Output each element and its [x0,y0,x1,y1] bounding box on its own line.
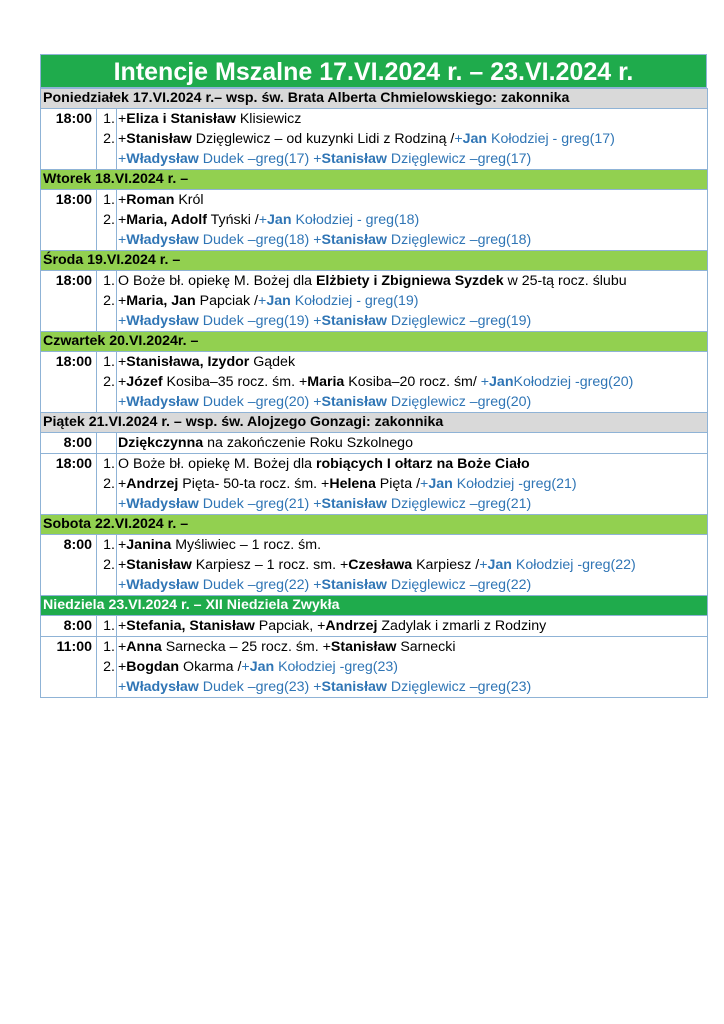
intention-line [118,677,707,697]
intention-text: Józef [126,374,163,390]
intention-text: Jan [462,131,488,147]
intention-numbers [97,433,117,454]
intention-text: Dudek –greg(22) [198,577,314,593]
intention-text: Władysław [126,679,199,695]
intention-numbers [97,535,117,596]
intention-texts [117,637,708,698]
intention-text: Kołodziej - greg(18) [291,212,420,228]
intention-text: Zadylak i zmarli z Rodziny [377,618,547,634]
intention-number [97,575,115,595]
intention-text: Papciak, + [254,618,326,634]
intention-line [118,474,707,494]
intention-line [118,555,707,575]
intention-text: + [258,293,267,309]
intention-text: Maria [307,374,345,390]
intention-numbers [97,109,117,170]
intention-number: 1. [103,618,115,634]
intention-numbers [97,454,117,515]
intention-text: Dziękczynna [118,435,204,451]
intention-line [118,535,707,555]
intention-text: Dzięglewicz – od kuzynki Lidi z Rodziną / [191,131,455,147]
intention-text: + [118,496,127,512]
intention-text: + [118,618,127,634]
intention-text: Anna [126,639,162,655]
intention-text: + [454,131,463,147]
day-header-row [41,89,708,109]
intention-texts [117,271,708,332]
mass-row [41,433,708,454]
mass-row [41,271,708,332]
intention-text: Dzięglewicz –greg(20) [386,394,532,410]
intention-text: + [118,537,127,553]
intention-number [97,149,115,169]
intention-text: Stanisław [126,131,192,147]
intention-text: O Boże bł. opiekę M. Bożej dla [118,273,316,289]
intention-text: + [118,679,127,695]
intention-line [118,291,707,311]
intention-texts [117,352,708,413]
intention-text: Gądek [249,354,296,370]
intention-line [118,494,707,514]
intention-text: Kołodziej -greg(22) [511,557,636,573]
intention-text: O Boże bł. opiekę M. Bożej dla [118,456,316,472]
intention-line [118,392,707,412]
intention-text: Dudek –greg(17) [198,151,314,167]
mass-row [41,616,708,637]
intention-text: Janina [126,537,172,553]
mass-row [41,637,708,698]
day-header-row [41,413,708,433]
intention-text: Stanisław [321,577,387,593]
day-header-row [41,170,708,190]
intention-line [118,372,707,392]
intention-text: + [118,354,127,370]
intention-text: Dudek –greg(21) [198,496,314,512]
intention-text: Pięta / [375,476,421,492]
mass-row [41,190,708,251]
intention-number: 2. [103,476,115,492]
intention-text: Karpiesz – 1 rocz. sm. + [191,557,349,573]
intention-number [97,230,115,250]
day-header: Niedziela 23.VI.2024 r. – XII Niedziela Zwykła [41,596,708,616]
intention-text: Sarnecki [396,639,456,655]
intention-text: Maria, Jan [126,293,196,309]
intention-text: + [480,374,490,390]
mass-time: 18:00 [41,352,97,413]
intention-number: 1. [103,354,115,370]
intention-text: Dudek –greg(19) [198,313,314,329]
intention-line [118,433,707,453]
mass-time: 18:00 [41,109,97,170]
intention-texts [117,454,708,515]
intention-number: 1. [103,273,115,289]
intention-line [118,311,707,331]
intention-text: + [313,577,322,593]
mass-time: 8:00 [41,616,97,637]
intention-text: Kołodziej - greg(17) [487,131,615,147]
intention-text: + [118,374,127,390]
intention-text: Sarnecka – 25 rocz. śm. + [161,639,331,655]
intention-text: Andrzej [126,476,179,492]
intention-text: Maria, Adolf [126,212,207,228]
intention-text: Stanisław [321,496,387,512]
intention-number: 2. [103,212,115,228]
intention-text: Tyński / [206,212,259,228]
intention-text: Władysław [126,577,199,593]
intention-number: 1. [103,537,115,553]
mass-time: 8:00 [41,433,97,454]
intention-number: 2. [103,374,115,390]
intention-text: Elżbiety i Zbigniewa Syzdek [315,273,504,289]
intention-line [118,190,707,210]
intention-line [118,149,707,169]
intention-text: Karpiesz / [412,557,480,573]
intention-text: Stanisława, Izydor [126,354,250,370]
intention-number: 2. [103,131,115,147]
intention-text: Eliza i Stanisław [126,111,236,127]
day-header: Czwartek 20.VI.2024r. – [41,332,708,352]
intention-text: Dzięglewicz –greg(23) [386,679,532,695]
intention-text: Dudek –greg(23) [198,679,314,695]
intention-text: Jan [428,476,453,492]
intention-text: Stefania, Stanisław [126,618,255,634]
intention-numbers [97,190,117,251]
intention-text: Stanisław [126,557,192,573]
day-header: Środa 19.VI.2024 r. – [41,251,708,271]
intention-text: Roman [126,192,175,208]
intention-line [118,109,707,129]
intention-text: + [118,151,127,167]
intention-texts [117,109,708,170]
intention-text: Król [174,192,204,208]
intention-text: Kosiba–20 rocz. śm/ [344,374,481,390]
intention-line [118,454,707,474]
intention-text: Stanisław [321,679,387,695]
intention-text: + [313,313,322,329]
intention-text: + [118,557,127,573]
intention-text: Kołodziej -greg(23) [274,659,398,675]
intention-numbers [97,637,117,698]
intention-line [118,271,707,291]
intention-text: Jan [249,659,275,675]
intention-number [97,392,115,412]
intention-text: Kosiba–35 rocz. śm. + [162,374,308,390]
intention-text: + [118,394,127,410]
intention-number [97,311,115,331]
intention-text: + [479,557,488,573]
intention-text: Dzięglewicz –greg(17) [386,151,532,167]
intention-text: + [420,476,429,492]
intention-text: + [241,659,250,675]
intention-text: Stanisław [321,394,387,410]
intention-text: Bogdan [126,659,180,675]
intention-number: 1. [103,192,115,208]
mass-time: 18:00 [41,271,97,332]
intention-line [118,616,707,636]
page-title: Intencje Mszalne 17.VI.2024 r. – 23.VI.2024 r. [40,54,707,88]
intention-text: + [118,293,127,309]
intention-text: Stanisław [321,232,387,248]
intention-text: Dudek –greg(20) [198,394,314,410]
intention-text: robiących I ołtarz na Boże Ciało [315,456,530,472]
intention-text: na zakończenie Roku Szkolnego [203,435,413,451]
intention-text: + [313,496,322,512]
intention-text: Helena [329,476,376,492]
intention-number: 1. [103,456,115,472]
intention-text: Władysław [126,496,199,512]
intention-text: + [313,679,322,695]
intention-text: + [118,639,127,655]
day-header-row [41,596,708,616]
intention-text: Jan [487,557,512,573]
intention-text: + [118,131,127,147]
intention-line [118,637,707,657]
mass-time: 8:00 [41,535,97,596]
day-header: Sobota 22.VI.2024 r. – [41,515,708,535]
intention-text: Jan [267,212,292,228]
intention-text: Dudek –greg(18) [198,232,314,248]
intention-text: Władysław [126,394,199,410]
intentions-sheet [40,54,707,698]
intention-numbers [97,271,117,332]
mass-row [41,535,708,596]
intention-texts [117,190,708,251]
intention-text: + [118,192,127,208]
intention-text: + [313,232,322,248]
intention-text: + [313,151,322,167]
intention-text: Jan [489,374,514,390]
intention-line [118,657,707,677]
intention-text: + [118,111,127,127]
intention-text: Klisiewicz [235,111,302,127]
intention-numbers [97,616,117,637]
intention-text: + [258,212,268,228]
intention-texts [117,535,708,596]
intention-texts [117,616,708,637]
day-header: Poniedziałek 17.VI.2024 r.– wsp. św. Brata Alberta Chmielowskiego: zakonnika [41,89,708,109]
mass-time: 18:00 [41,454,97,515]
intention-number: 2. [103,293,115,309]
intention-text: Pięta- 50-ta rocz. śm. + [178,476,330,492]
intentions-table [40,88,708,698]
day-header: Piątek 21.VI.2024 r. – wsp. św. Alojzego Gonzagi: zakonnika [41,413,708,433]
mass-time: 18:00 [41,190,97,251]
intention-text: Dzięglewicz –greg(22) [386,577,532,593]
intention-number: 1. [103,639,115,655]
intention-text: Dzięglewicz –greg(19) [386,313,532,329]
day-header: Wtorek 18.VI.2024 r. – [41,170,708,190]
mass-row [41,109,708,170]
intention-line [118,575,707,595]
day-header-row [41,332,708,352]
intention-text: Andrzej [325,618,378,634]
intention-text: Władysław [126,313,199,329]
intention-text: Władysław [126,151,199,167]
intention-texts [117,433,708,454]
intention-text: Stanisław [321,313,387,329]
intention-text: + [118,232,127,248]
intention-number: 2. [103,557,115,573]
intention-text: Stanisław [321,151,387,167]
intention-number: 1. [103,111,115,127]
day-header-row [41,251,708,271]
intention-text: Dzięglewicz –greg(18) [386,232,532,248]
mass-row [41,454,708,515]
intention-text: + [118,313,127,329]
intention-text: + [118,476,127,492]
intention-text: + [118,212,127,228]
intention-text: Kołodziej - greg(19) [290,293,419,309]
intention-text: + [118,659,127,675]
intention-text: Myśliwiec – 1 rocz. śm. [171,537,322,553]
intention-text: + [313,394,322,410]
intention-text: Kołodziej -greg(21) [452,476,577,492]
intention-line [118,352,707,372]
intention-text: + [118,577,127,593]
intention-number [97,433,115,453]
intention-text: Władysław [126,232,199,248]
intention-number [97,677,115,697]
intention-numbers [97,352,117,413]
intention-text: Stanisław [330,639,397,655]
intention-text: Papciak / [195,293,259,309]
mass-row [41,352,708,413]
intention-line [118,129,707,149]
intention-text: w 25-tą rocz. ślubu [503,273,627,289]
day-header-row [41,515,708,535]
intention-number [97,494,115,514]
intention-text: Kołodziej -greg(20) [513,374,634,390]
intention-text: Jan [266,293,291,309]
intention-text: Okarma / [179,659,242,675]
intention-line [118,210,707,230]
intention-text: Dzięglewicz –greg(21) [386,496,532,512]
intention-number: 2. [103,659,115,675]
mass-time: 11:00 [41,637,97,698]
intention-line [118,230,707,250]
intention-text: Czesława [348,557,413,573]
